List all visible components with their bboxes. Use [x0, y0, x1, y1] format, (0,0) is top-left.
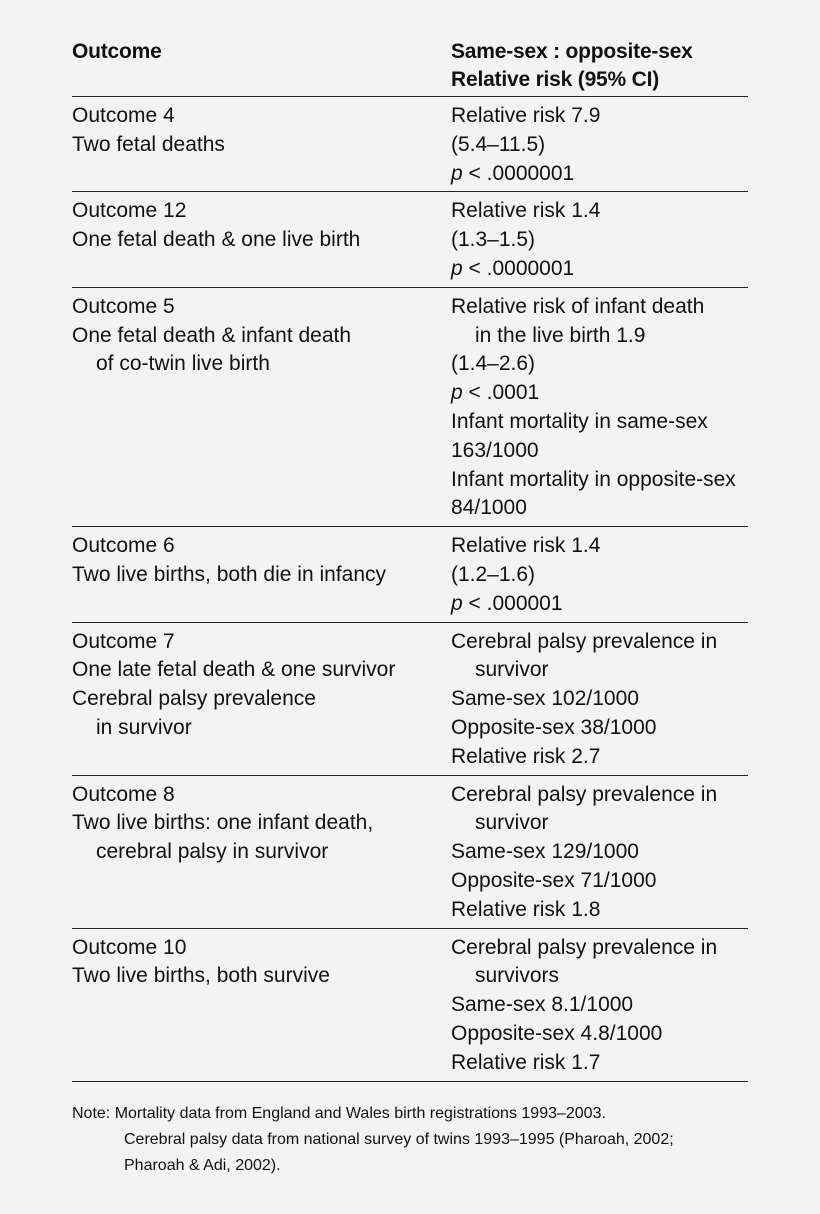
p-value-text: < .0000001 [468, 256, 575, 280]
risk-line: Same-sex 102/1000 [451, 687, 639, 711]
risk-line: Cerebral palsy prevalence in [451, 782, 718, 806]
outcome-label: Outcome 7 [72, 629, 175, 653]
risk-line: Infant mortality in same-sex [451, 409, 708, 433]
risk-line: Cerebral palsy prevalence in [451, 935, 718, 959]
outcome-label: Outcome 10 [72, 935, 187, 959]
note-line: Note: Mortality data from England and Wales birth registrations 1993–2003. [72, 1105, 606, 1122]
table-row [72, 623, 748, 775]
risk-line: survivor [475, 658, 549, 682]
risk-line: Relative risk 1.4 [451, 199, 601, 223]
table-bottom-rule [72, 1081, 748, 1082]
risk-line: Relative risk 1.4 [451, 534, 601, 558]
outcome-description: Two fetal deaths [72, 132, 225, 156]
risk-line: Opposite-sex 71/1000 [451, 868, 657, 892]
table-row [72, 776, 748, 928]
risk-line: Opposite-sex 38/1000 [451, 715, 657, 739]
risk-line: Same-sex 129/1000 [451, 840, 639, 864]
table-row [72, 97, 748, 191]
risk-line: Relative risk 2.7 [451, 744, 601, 768]
risk-cell [451, 934, 748, 1078]
risk-line: Relative risk 1.7 [451, 1050, 601, 1074]
outcome-cell [72, 532, 451, 618]
outcome-description: of co-twin live birth [96, 352, 270, 376]
risk-line: Relative risk of infant death [451, 294, 705, 318]
risk-line: Relative risk 1.8 [451, 897, 601, 921]
outcome-cell [72, 781, 451, 925]
outcome-description: One fetal death & one live birth [72, 228, 361, 252]
outcome-label: Outcome 8 [72, 782, 175, 806]
p-symbol: p [451, 381, 463, 405]
header-rr-line1: Same-sex : opposite-sex [451, 40, 693, 63]
header-relative-risk [451, 38, 748, 94]
note-line: Cerebral palsy data from national survey of twins 1993–1995 (Pharoah, 2002; [124, 1131, 674, 1148]
header-outcome: Outcome [72, 40, 162, 63]
risk-line: Relative risk 7.9 [451, 104, 601, 127]
p-value-text: < .0001 [468, 381, 540, 405]
outcome-cell [72, 628, 451, 772]
risk-cell [451, 197, 748, 283]
p-symbol: p [451, 161, 463, 185]
outcome-label: Outcome 5 [72, 294, 175, 318]
risk-line: (1.2–1.6) [451, 562, 536, 586]
risk-line: 163/1000 [451, 438, 539, 462]
risk-line: Same-sex 8.1/1000 [451, 993, 634, 1017]
outcome-description: Two live births, both die in infancy [72, 562, 386, 586]
p-value-text: < .000001 [468, 591, 563, 615]
outcome-description: Cerebral palsy prevalence [72, 687, 316, 711]
risk-line: in the live birth 1.9 [475, 323, 646, 347]
risk-line: (5.4–11.5) [451, 132, 546, 156]
outcomes-table [72, 38, 748, 1082]
table-header [72, 38, 748, 96]
outcome-description: cerebral palsy in survivor [96, 840, 329, 864]
outcome-description: Two live births: one infant death, [72, 811, 374, 835]
outcome-cell [72, 197, 451, 283]
outcome-cell [72, 102, 451, 188]
note-line: Pharoah & Adi, 2002). [124, 1157, 281, 1174]
p-symbol: p [451, 256, 463, 280]
header-rr-line2: Relative risk (95% CI) [451, 68, 660, 91]
outcome-description: in survivor [96, 715, 192, 739]
outcome-label: Outcome 6 [72, 534, 175, 558]
risk-line: survivor [475, 811, 549, 835]
table-row [72, 192, 748, 286]
risk-line: survivors [475, 964, 560, 988]
p-value [451, 379, 748, 408]
p-value [451, 160, 748, 189]
outcome-description: One late fetal death & one survivor [72, 658, 396, 682]
risk-line: Infant mortality in opposite-sex [451, 467, 736, 491]
outcome-label: Outcome 12 [72, 199, 187, 223]
risk-cell [451, 628, 748, 772]
risk-line: 84/1000 [451, 496, 527, 520]
risk-line: (1.3–1.5) [451, 228, 536, 252]
risk-cell [451, 102, 748, 188]
outcome-description: Two live births, both survive [72, 964, 330, 988]
risk-cell [451, 293, 748, 523]
p-value [451, 255, 748, 284]
risk-line: (1.4–2.6) [451, 352, 536, 376]
outcome-description: One fetal death & infant death [72, 323, 352, 347]
outcome-cell [72, 934, 451, 1078]
table-note [72, 1101, 772, 1179]
risk-line: Opposite-sex 4.8/1000 [451, 1021, 663, 1045]
table-row [72, 929, 748, 1081]
p-value-text: < .0000001 [468, 161, 575, 185]
p-value [451, 590, 748, 619]
table-row [72, 527, 748, 621]
risk-cell [451, 532, 748, 618]
risk-line: Cerebral palsy prevalence in [451, 629, 718, 653]
p-symbol: p [451, 591, 463, 615]
risk-cell [451, 781, 748, 925]
table-row [72, 288, 748, 526]
outcome-cell [72, 293, 451, 523]
outcome-label: Outcome 4 [72, 104, 175, 127]
